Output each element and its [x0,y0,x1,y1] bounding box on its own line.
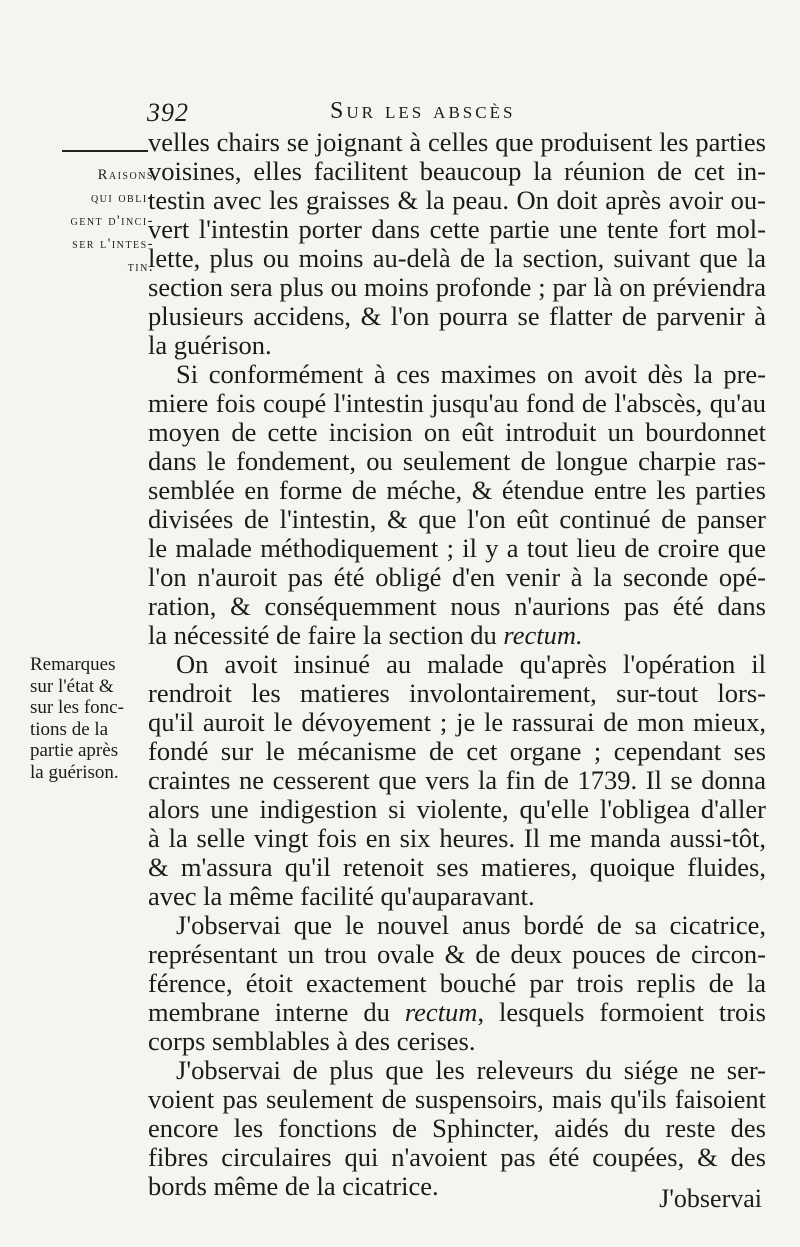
page-number: 392 [147,98,189,127]
margin-note-line: tions de la [30,718,109,740]
text-line-continuation: , lesquels formoient trois [477,997,766,1027]
margin-note-raisons [20,164,154,279]
text-line-content: la guérison. [148,330,272,360]
text-line [148,215,766,244]
text-line-content: corps semblables à des cerises. [148,1026,476,1056]
text-line [148,360,766,389]
text-line-content: férence, étoit exactement bouché par trois replis de la [148,968,766,998]
text-line-content: la nécessité de faire la section du [148,620,504,650]
text-line [148,563,766,592]
text-line-content: représentant un trou ovale & de deux pouces de circon- [148,939,766,969]
text-line-content: vert l'intestin porter dans cette partie une tente fort mol- [148,214,766,244]
margin-note-line: sur l'état & [30,675,114,697]
text-line-content: fibres circulaires qui n'avoient pas été coupées, & des [148,1142,766,1172]
text-line [148,824,766,853]
text-line-content: voient pas seulement de suspensoirs, mais qu'ils faisoient [148,1084,766,1114]
text-line [148,534,766,563]
text-line [148,331,766,360]
margin-note-line: tin. [127,259,154,275]
text-line-content: Si conformément à ces maximes on avoit dès la pre- [176,359,766,389]
text-line-content: J'observai de plus que les releveurs du siége ne ser- [176,1055,766,1085]
text-line-content: l'on n'auroit pas été obligé d'en venir à la seconde opé- [148,562,766,592]
text-line-content: moyen de cette incision on eût introduit un bourdonnet [148,417,766,447]
text-line [148,1143,766,1172]
text-line-content: dans le fondement, ou seulement de longue charpie ras- [148,446,766,476]
text-line [148,592,766,621]
text-line-content: & m'assura qu'il retenoit ses matieres, quoique fluides, [148,852,766,882]
margin-note-line: qui obli- [90,190,154,206]
margin-note-line: ser l'intes- [72,236,154,252]
text-line-content: rendroit les matieres involontairement, sur-tout lors- [148,678,766,708]
catchword: J'observai [659,1184,762,1213]
text-line-content: semblée en forme de méche, & étendue entre les parties [148,475,766,505]
text-line-content: qu'il auroit le dévoyement ; je le rassurai de mon mieux, [148,707,766,737]
text-line [148,621,766,650]
text-line-content: voisines, elles facilitent beaucoup la réunion de cet in- [148,156,766,186]
text-line-content: craintes ne cesserent que vers la fin de 1739. Il se donna [148,765,766,795]
text-line-content: miere fois coupé l'intestin jusqu'au fond de l'abscès, qu'au [148,388,766,418]
italic-word: rectum [404,997,478,1027]
text-line [148,157,766,186]
text-line [148,505,766,534]
text-line-content: à la selle vingt fois en six heures. Il me manda aussi-tôt, [148,823,766,853]
text-line [148,389,766,418]
text-line [148,766,766,795]
margin-note-line: Remarques [30,654,116,675]
text-line [148,447,766,476]
text-line-content: section sera plus ou moins profonde ; par là on préviendra [148,272,766,302]
text-line-content: plusieurs accidens, & l'on pourra se flatter de parvenir à [148,301,766,331]
text-line [148,244,766,273]
text-line-content: encore les fonctions de Sphincter, aidés du reste des [148,1113,766,1143]
text-line-content: J'observai que le nouvel anus bordé de sa cicatrice, [176,910,766,940]
body-text [148,128,766,1201]
text-line-content: lette, plus ou moins au-delà de la section, suivant que la [148,243,766,273]
text-line [148,679,766,708]
text-line [148,1114,766,1143]
text-line-content: alors une indigestion si violente, qu'elle l'obligea d'aller [148,794,766,824]
text-line-content: avec la même facilité qu'auparavant. [148,881,535,911]
text-line [148,186,766,215]
running-title: Sur les abscès [330,98,516,124]
text-line-content: velles chairs se joignant à celles que produisent les parties [148,127,766,157]
text-line [148,853,766,882]
margin-note-line: Raisons [97,167,154,183]
text-line [148,650,766,679]
text-line [148,1085,766,1114]
margin-note-line: gent d'inci- [70,213,154,229]
text-line [148,1027,766,1056]
text-line-content: testin avec les graisses & la peau. On doit après avoir ou- [148,185,766,215]
text-line-content: fondé sur le mécanisme de cet organe ; cependant ses [148,736,766,766]
text-line [148,418,766,447]
margin-note-line: partie après [30,740,119,761]
text-line-content: membrane interne du [148,997,405,1027]
margin-note-remarques [30,654,148,783]
italic-word: rectum. [503,620,583,650]
text-line-content: divisées de l'intestin, & que l'on eût continué de panser [148,504,766,534]
margin-note-line: sur les fonc- [30,697,124,718]
text-line [148,795,766,824]
text-line [148,969,766,998]
text-line-content: ration, & conséquemment nous n'aurions pas été dans [148,591,766,621]
text-line [148,737,766,766]
text-line [148,273,766,302]
text-line [148,998,766,1027]
text-line [148,911,766,940]
text-line [148,708,766,737]
text-line [148,882,766,911]
text-line [148,302,766,331]
text-line-content: le malade méthodiquement ; il y a tout lieu de croire que [148,533,766,563]
text-line [148,476,766,505]
text-line [148,1056,766,1085]
margin-note-line: la guérison. [30,761,119,783]
text-line-content: On avoit insinué au malade qu'après l'opération il [176,649,766,679]
header-rule [62,150,148,152]
text-line [148,128,766,157]
text-line-content: bords même de la cicatrice. [148,1171,439,1201]
text-line [148,940,766,969]
